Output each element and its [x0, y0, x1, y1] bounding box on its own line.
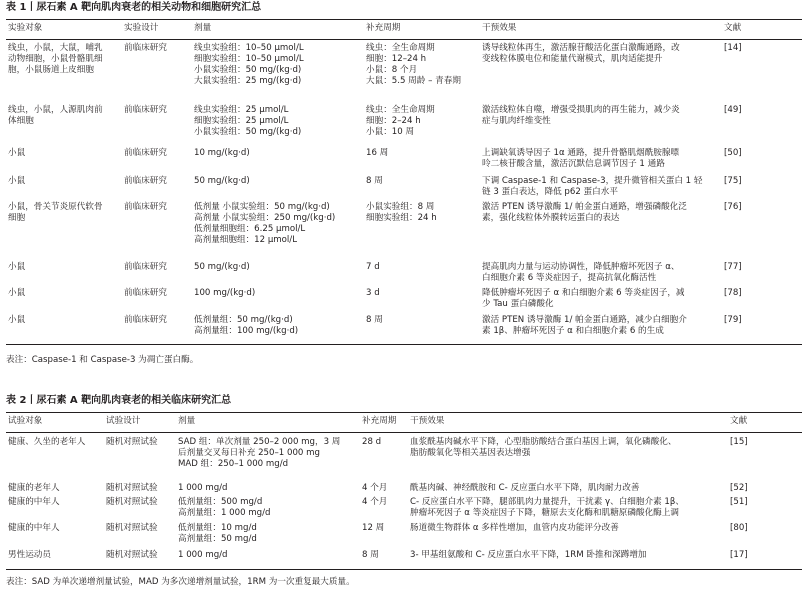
cell-dose: 大鼠实验组：25 mg/(kg·d) [194, 76, 302, 86]
cell-effect: 肿瘤坏死因子 α 等炎症因子下降，糖原去支化酶和肌糖原磷酸化酶上调 [410, 508, 679, 518]
cell-dose: 小鼠实验组：50 mg/(kg·d) [194, 127, 302, 137]
cell-subject: 小鼠 [8, 315, 26, 325]
cell-subject: 健康、久坐的老年人 [8, 437, 86, 447]
cell-period: 小鼠：8 个月 [366, 65, 418, 75]
cell-dose: 低剂量组：10 mg/d [178, 523, 257, 533]
cell-ref: [75] [724, 176, 742, 186]
cell-design: 随机对照试验 [106, 437, 158, 447]
cell-effect: 少 Tau 蛋白磷酸化 [482, 299, 554, 309]
cell-dose: 高剂量组：1 000 mg/d [178, 508, 271, 518]
cell-subject: 小鼠 [8, 262, 26, 272]
cell-dose: 小鼠实验组：50 mg/(kg·d) [194, 65, 302, 75]
table2-caption: 表 2丨尿石素 A 靶向肌肉衰老的相关临床研究汇总 [6, 395, 232, 406]
cell-dose: 低剂量 小鼠实验组：50 mg/(kg·d) [194, 202, 330, 212]
cell-ref: [51] [730, 497, 748, 507]
cell-dose: 细胞实验组：25 μmol/L [194, 116, 289, 126]
cell-effect: 症与肌肉纤维变性 [482, 116, 551, 126]
cell-design: 随机对照试验 [106, 523, 158, 533]
cell-dose: 线虫实验组：25 μmol/L [194, 105, 289, 115]
cell-effect: 素，强化线粒体外膜转运蛋白的表达 [482, 213, 620, 223]
column-header: 补充周期 [362, 416, 397, 426]
cell-dose: 1 000 mg/d [178, 550, 228, 560]
cell-period: 4 个月 [362, 483, 388, 493]
cell-period: 线虫：全生命周期 [366, 43, 435, 53]
cell-effect: 激活 PTEN 诱导激酶 1/ 帕金蛋白通路，增强磷酸化泛 [482, 202, 687, 212]
cell-ref: [76] [724, 202, 742, 212]
column-header: 实验对象 [8, 23, 43, 33]
column-header: 剂量 [194, 23, 212, 33]
cell-ref: [49] [724, 105, 742, 115]
cell-dose: 高剂量组：50 mg/d [178, 534, 257, 544]
cell-period: 小鼠：10 周 [366, 127, 415, 137]
cell-period: 4 个月 [362, 497, 388, 507]
cell-period: 细胞：2–24 h [366, 116, 421, 126]
cell-subject: 健康的老年人 [8, 483, 60, 493]
cell-design: 前临床研究 [124, 43, 167, 53]
cell-ref: [15] [730, 437, 748, 447]
cell-effect: 诱导线粒体再生，激活腺苷酸活化蛋白激酶通路，改 [482, 43, 680, 53]
cell-period: 12 周 [362, 523, 385, 533]
cell-period: 16 周 [366, 148, 389, 158]
cell-subject: 小鼠 [8, 288, 26, 298]
cell-effect: C- 反应蛋白水平下降，腿部肌肉力量提升，干扰素 γ、白细胞介素 1β、 [410, 497, 684, 507]
cell-ref: [80] [730, 523, 748, 533]
cell-period: 细胞：12–24 h [366, 54, 427, 64]
cell-period: 7 d [366, 262, 380, 272]
cell-ref: [79] [724, 315, 742, 325]
cell-subject: 体细胞 [8, 116, 34, 126]
cell-design: 随机对照试验 [106, 483, 158, 493]
cell-dose: 50 mg/(kg·d) [194, 176, 250, 186]
cell-effect: 上调缺氧诱导因子 1α 通路，提升骨骼肌烟酰胺腺嘌 [482, 148, 680, 158]
cell-design: 前临床研究 [124, 262, 167, 272]
column-header: 剂量 [178, 416, 196, 426]
cell-dose: 1 000 mg/d [178, 483, 228, 493]
cell-dose: 100 mg/(kg·d) [194, 288, 256, 298]
cell-ref: [17] [730, 550, 748, 560]
cell-period: 8 周 [366, 315, 383, 325]
cell-dose: 50 mg/(kg·d) [194, 262, 250, 272]
cell-design: 前临床研究 [124, 176, 167, 186]
cell-effect: 降低肿瘤坏死因子 α 和白细胞介素 6 等炎症因子，减 [482, 288, 685, 298]
cell-effect: 激活线粒体自噬，增强受损肌肉的再生能力，减少炎 [482, 105, 680, 115]
cell-dose: 低剂量细胞组：6.25 μmol/L [194, 224, 306, 234]
cell-effect: 提高肌肉力量与运动协调性，降低肿瘤坏死因子 α、 [482, 262, 680, 272]
cell-ref: [78] [724, 288, 742, 298]
cell-dose: 低剂量组：50 mg/(kg·d) [194, 315, 293, 325]
table1-note: 表注：Caspase-1 和 Caspase-3 为凋亡蛋白酶。 [6, 355, 199, 365]
table1-caption: 表 1丨尿石素 A 靶向肌肉衰老的相关动物和细胞研究汇总 [6, 2, 262, 13]
table2-note: 表注：SAD 为单次递增剂量试验，MAD 为多次递增剂量试验，1RM 为一次重复最大质量。 [6, 577, 355, 587]
cell-effect: 下调 Caspase-1 和 Caspase-3，提升微管相关蛋白 1 轻 [482, 176, 703, 186]
column-header: 补充周期 [366, 23, 401, 33]
cell-effect: 变线粒体膜电位和能量代谢模式，肌肉适能提升 [482, 54, 663, 64]
cell-dose: 高剂量 小鼠实验组：250 mg/(kg·d) [194, 213, 336, 223]
cell-dose: 后剂量交叉每日补充 250–1 000 mg [178, 448, 320, 458]
cell-dose: SAD 组：单次剂量 250–2 000 mg，3 周 [178, 437, 341, 447]
cell-ref: [50] [724, 148, 742, 158]
cell-dose: 细胞实验组：10–50 μmol/L [194, 54, 304, 64]
cell-subject: 健康的中年人 [8, 523, 60, 533]
cell-dose: 低剂量组：500 mg/d [178, 497, 263, 507]
column-header: 文献 [724, 23, 742, 33]
cell-effect: 酰基肉碱、神经酰胺和 C- 反应蛋白水平下降，肌肉耐力改善 [410, 483, 640, 493]
cell-effect: 肠道微生物群体 α 多样性增加，血管内皮功能评分改善 [410, 523, 619, 533]
table-bottom-rule [6, 344, 802, 345]
column-header: 干预效果 [482, 23, 517, 33]
cell-dose: 高剂量细胞组：12 μmol/L [194, 235, 297, 245]
cell-design: 随机对照试验 [106, 497, 158, 507]
cell-period: 8 周 [366, 176, 383, 186]
cell-subject: 小鼠 [8, 148, 26, 158]
cell-subject: 动物细胞，小鼠骨骼肌细 [8, 54, 103, 64]
cell-period: 大鼠：5.5 周龄 – 青春期 [366, 76, 461, 86]
cell-design: 前临床研究 [124, 105, 167, 115]
cell-effect: 呤二核苷酸含量，激活沉默信息调节因子 1 通路 [482, 159, 665, 169]
cell-design: 前临床研究 [124, 315, 167, 325]
cell-subject: 男性运动员 [8, 550, 51, 560]
cell-subject: 小鼠，骨关节炎原代软骨 [8, 202, 103, 212]
cell-subject: 小鼠 [8, 176, 26, 186]
column-header: 干预效果 [410, 416, 445, 426]
cell-subject: 线虫，小鼠，大鼠，哺乳 [8, 43, 103, 53]
cell-subject: 线虫，小鼠，人源肌肉前 [8, 105, 103, 115]
cell-design: 随机对照试验 [106, 550, 158, 560]
cell-ref: [14] [724, 43, 742, 53]
cell-period: 3 d [366, 288, 380, 298]
table-bottom-rule [6, 569, 802, 570]
cell-effect: 素 1β、肿瘤坏死因子 α 和白细胞介素 6 的生成 [482, 326, 664, 336]
cell-effect: 白细胞介素 6 等炎症因子，提高抗氧化酶活性 [482, 273, 657, 283]
column-header: 文献 [730, 416, 748, 426]
cell-period: 28 d [362, 437, 382, 447]
cell-period: 8 周 [362, 550, 379, 560]
cell-ref: [77] [724, 262, 742, 272]
cell-design: 前临床研究 [124, 148, 167, 158]
cell-subject: 胞，小鼠肠道上皮细胞 [8, 65, 94, 75]
cell-subject: 细胞 [8, 213, 26, 223]
cell-subject: 健康的中年人 [8, 497, 60, 507]
cell-effect: 激活 PTEN 诱导激酶 1/ 帕金蛋白通路，减少白细胞介 [482, 315, 687, 325]
cell-effect: 脂肪酸氧化等相关基因表达增强 [410, 448, 531, 458]
cell-period: 小鼠实验组：8 周 [366, 202, 435, 212]
column-header: 试验对象 [8, 416, 43, 426]
cell-period: 线虫：全生命周期 [366, 105, 435, 115]
cell-dose: 10 mg/(kg·d) [194, 148, 250, 158]
cell-design: 前临床研究 [124, 202, 167, 212]
cell-dose: MAD 组：250–1 000 mg/d [178, 459, 289, 469]
cell-dose: 高剂量组：100 mg/(kg·d) [194, 326, 299, 336]
column-header: 试验设计 [106, 416, 141, 426]
cell-effect: 3- 甲基组氨酸和 C- 反应蛋白水平下降，1RM 卧推和深蹲增加 [410, 550, 647, 560]
cell-design: 前临床研究 [124, 288, 167, 298]
cell-dose: 线虫实验组：10–50 μmol/L [194, 43, 304, 53]
cell-period: 细胞实验组：24 h [366, 213, 437, 223]
cell-effect: 血浆酰基肉碱水平下降，心型脂肪酸结合蛋白基因上调，氧化磷酸化、 [410, 437, 677, 447]
column-header: 实验设计 [124, 23, 159, 33]
cell-effect: 链 3 蛋白表达，降低 p62 蛋白水平 [482, 187, 618, 197]
cell-ref: [52] [730, 483, 748, 493]
